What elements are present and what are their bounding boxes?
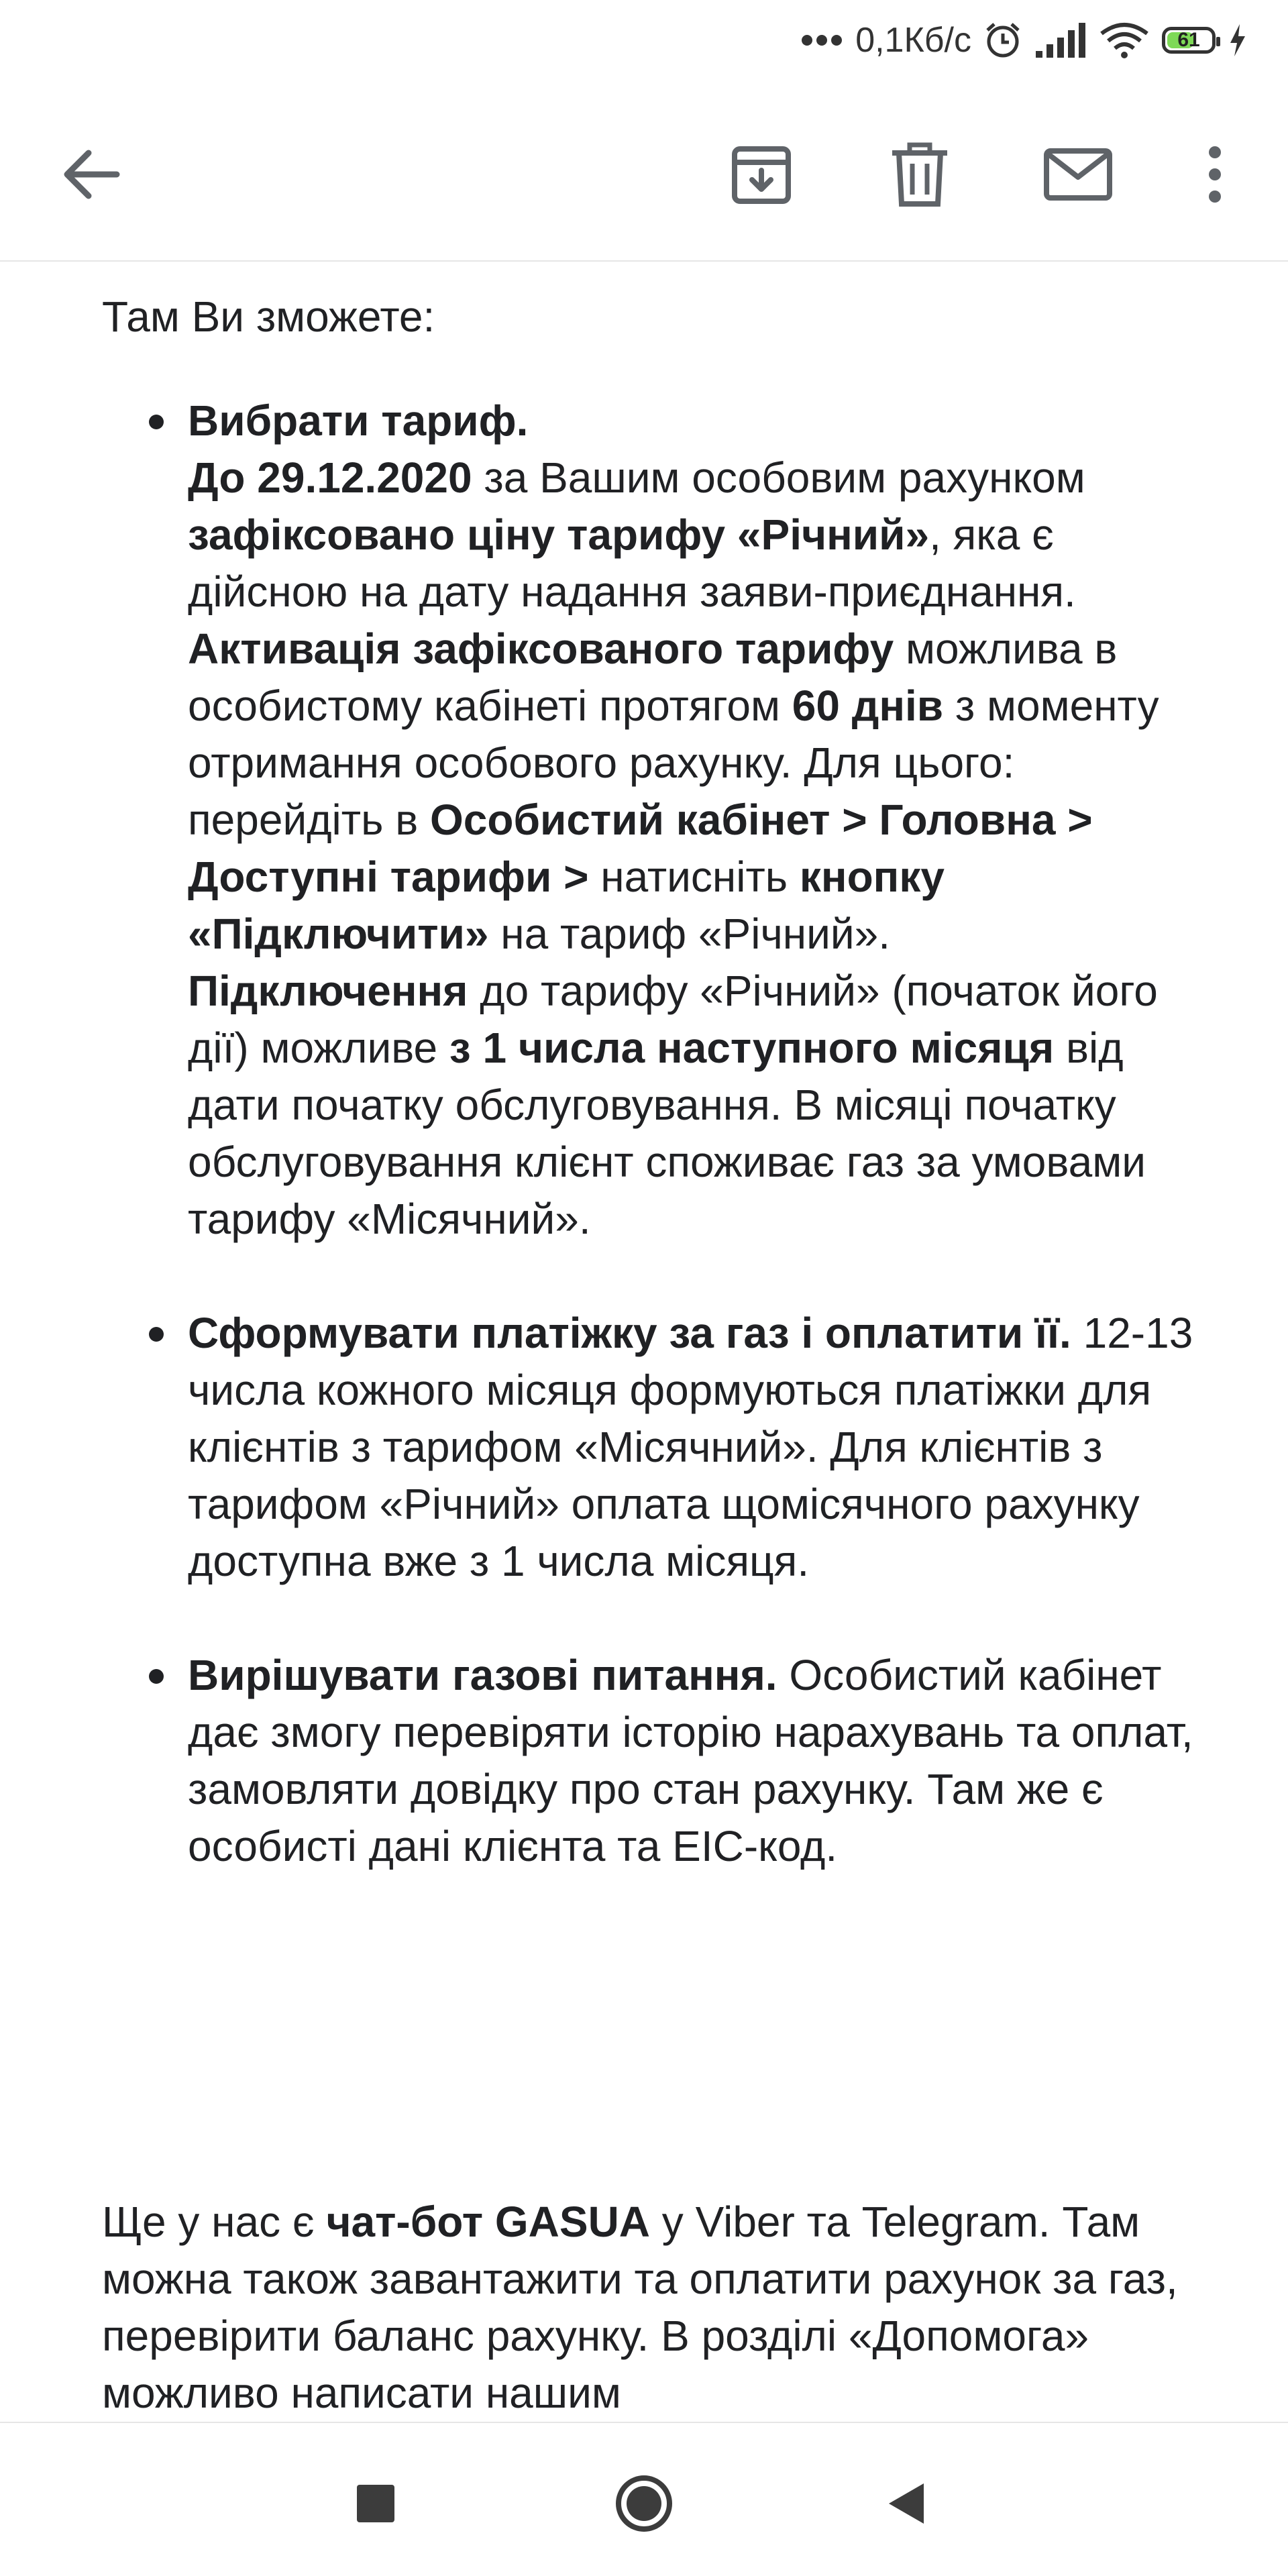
back-arrow-icon: [60, 148, 121, 201]
bullet3-text: Вирішувати газові питання. Особистий кабінет дає змогу перевіряти історію нарахувань та оплат, замовляти довідку про стан рахунку. Там же є особисті дані клієнта та ЕІС-код.: [188, 1651, 1193, 1870]
system-nav-bar: [0, 2422, 1288, 2576]
archive-button[interactable]: [724, 138, 798, 211]
list-item: [188, 1647, 1208, 1875]
outro-text: Ще у нас є чат-бот GASUA у Viber та Telegram. Там можна також завантажити та оплатити рахунок за газ, перевірити баланс рахунку. В розділі «Допомога» можливо написати нашим: [102, 2198, 1178, 2417]
status-bar: [0, 0, 1288, 80]
list-item: [188, 1305, 1208, 1590]
battery-level: 61: [1177, 29, 1200, 51]
battery-icon: [1162, 27, 1216, 54]
data-speed: 0,1Кб/с: [855, 21, 971, 60]
bullet1-title: Вибрати тариф.: [188, 396, 529, 445]
more-vert-icon: [1205, 144, 1225, 205]
back-nav-button[interactable]: [865, 2463, 946, 2544]
home-circle-icon: [614, 2473, 674, 2534]
back-button[interactable]: [54, 138, 127, 211]
wifi-icon: [1099, 21, 1150, 59]
mark-unread-button[interactable]: [1041, 138, 1115, 211]
bullet1-paragraph1: До 29.12.2020 за Вашим особовим рахунком зафіксовано ціну тарифу «Річний», яка є дійсною на дату надання заяви-приєднання.: [188, 453, 1085, 616]
recents-button[interactable]: [335, 2463, 416, 2544]
dots-icon: [800, 34, 843, 47]
home-button[interactable]: [604, 2463, 684, 2544]
delete-button[interactable]: [883, 138, 957, 211]
bullet1-paragraph2: Активація зафіксованого тарифу можлива в особистому кабінеті протягом 60 днів з моменту отримання особового рахунку. Для цього: перейдіть в Особистий кабінет > Головна > Доступні тарифи > натисніть кнопку «Підключити» на тариф «Річний».: [188, 625, 1159, 958]
bullet2-text: Сформувати платіжку за газ і оплатити її. 12-13 числа кожного місяця формуються платіжки для клієнтів з тарифом «Місячний». Для клієнтів з тарифом «Річний» оплата щомісячного рахунку доступна вже з 1 числа місяця.: [188, 1309, 1193, 1585]
bullet1-paragraph3: Підключення до тарифу «Річний» (початок його дії) можливе з 1 числа наступного місяця від дати початку обслуговування. В місяці початку обслуговування клієнт споживає газ за умовами тарифу «Місячний».: [188, 967, 1158, 1243]
recents-square-icon: [356, 2483, 396, 2524]
back-triangle-icon: [885, 2481, 926, 2526]
email-toolbar: [0, 80, 1288, 262]
alarm-icon: [983, 21, 1022, 60]
charging-icon: [1228, 23, 1248, 58]
email-body: [0, 262, 1288, 2422]
archive-icon: [729, 142, 794, 207]
intro-text: Там Ви зможете:: [102, 292, 435, 341]
list-item: [188, 392, 1208, 1248]
more-options-button[interactable]: [1178, 138, 1252, 211]
trash-icon: [890, 141, 950, 208]
feature-list: [188, 392, 1208, 1875]
mail-icon: [1043, 148, 1113, 201]
signal-icon: [1034, 21, 1087, 59]
